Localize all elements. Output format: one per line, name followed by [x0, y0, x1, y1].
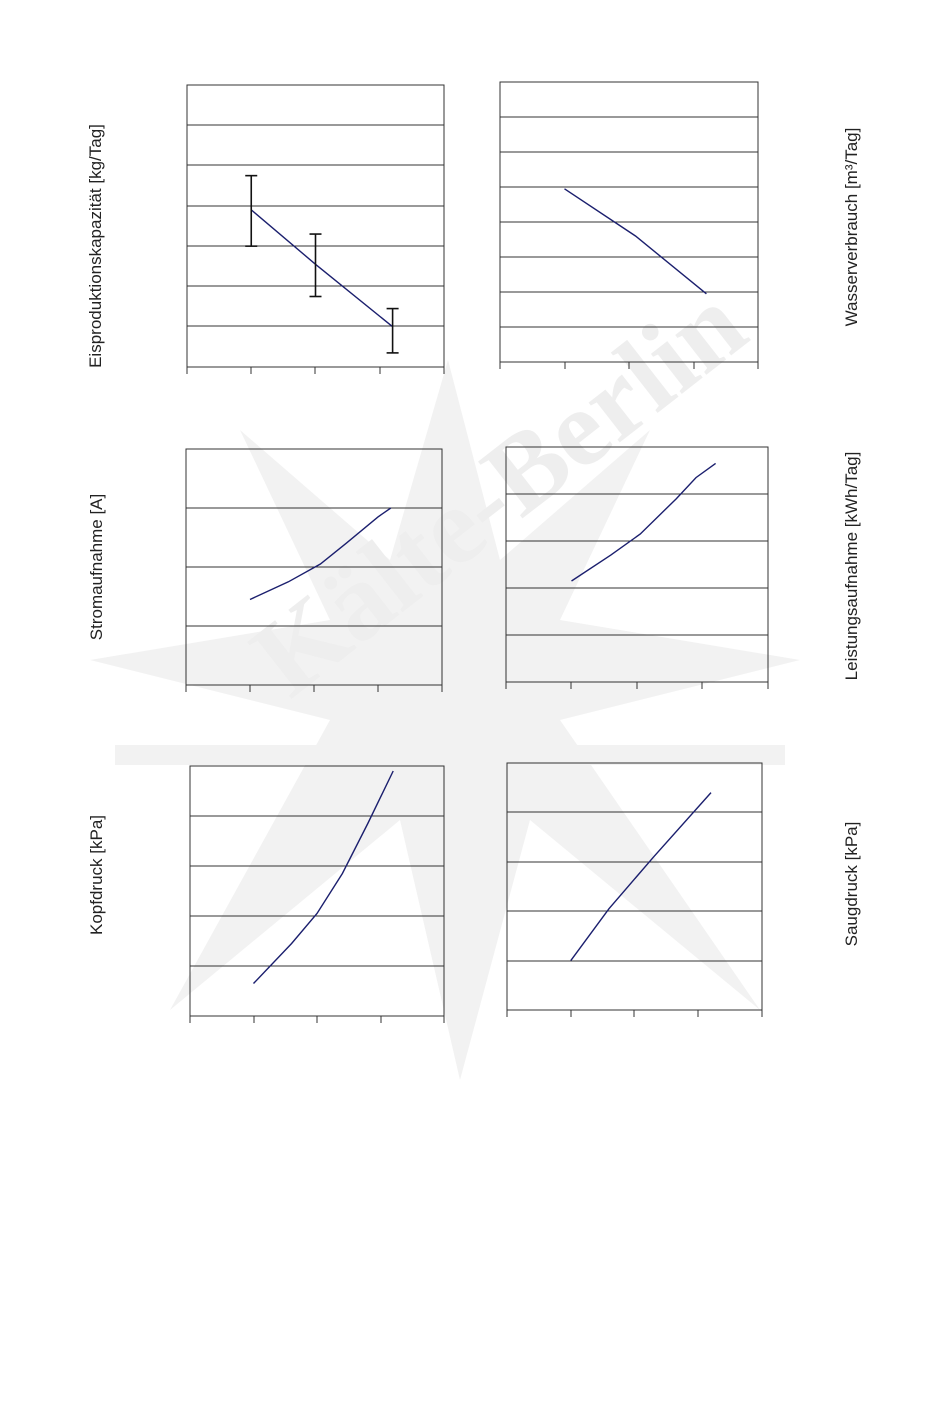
y-axis-label-stromaufnahme: Stromaufnahme [A]	[87, 493, 106, 641]
y-axis-label-kopfdruck: Kopfdruck [kPa]	[87, 814, 106, 936]
kaelte-berlin-watermark	[90, 262, 800, 1080]
series-line-eisproduktion	[251, 210, 392, 327]
watermark-text: Kälte-Berlin	[229, 261, 767, 719]
y-axis-label-leistungsaufnahme: Leistungsaufnahme [kWh/Tag]	[842, 451, 861, 681]
plot-frame	[187, 85, 444, 367]
watermark-bar-shape	[115, 745, 785, 765]
y-axis-label-saugdruck: Saugdruck [kPa]	[842, 821, 861, 947]
y-axis-label-eisproduktion: Eisproduktionskapazität [kg/Tag]	[86, 124, 105, 368]
chart-eisproduktion	[86, 85, 444, 374]
y-axis-label-wasserverbrauch: Wasserverbrauch [m³/Tag]	[842, 127, 861, 327]
